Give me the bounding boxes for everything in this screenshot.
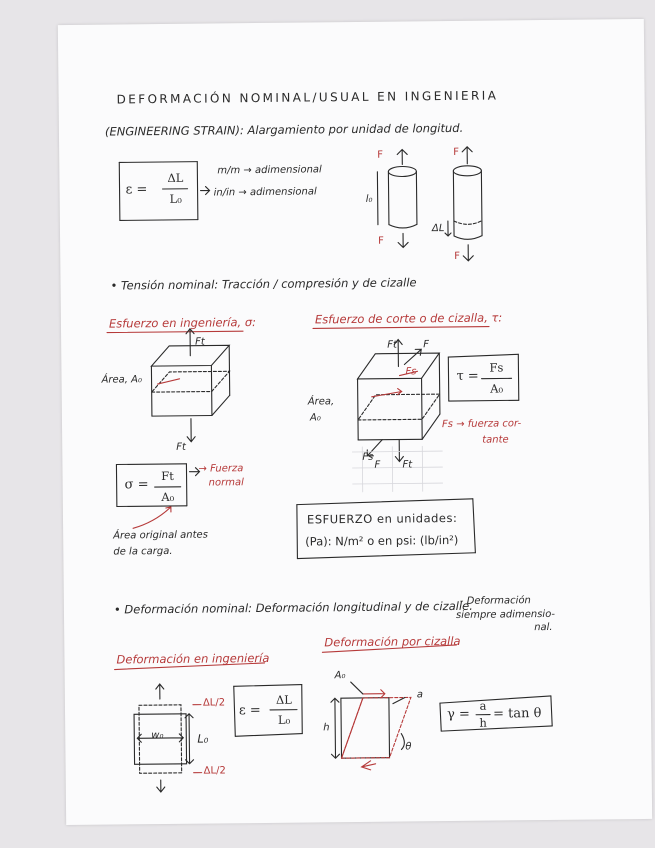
shear-area-label: Área, bbox=[307, 396, 335, 408]
dimensionless-note-3: nal. bbox=[534, 621, 553, 634]
rectangular-strain-diagram bbox=[134, 684, 202, 793]
engineering-strain-heading: Deformación en ingeniería bbox=[116, 650, 270, 667]
height-h-label: h bbox=[323, 722, 330, 734]
strain-unit-imperial: in/in → adimensional bbox=[213, 186, 317, 199]
shear-fs-bottom-label: Fs bbox=[362, 451, 374, 463]
force-label-top-2: F bbox=[453, 146, 460, 158]
nominal-stress-bullet: • Tensión nominal: Tracción / compresión y de cizalle bbox=[110, 275, 417, 293]
eps-eq-lhs: ε = bbox=[238, 703, 261, 719]
original-area-note: Área original antes bbox=[113, 529, 208, 542]
shear-f-bottom-label: F bbox=[374, 459, 381, 471]
shear-stress-heading: Esfuerzo de corte o de cizalla, τ: bbox=[314, 310, 503, 327]
original-area-note-2: de la carga. bbox=[113, 545, 173, 558]
tension-cube-diagram bbox=[151, 328, 230, 442]
force-label-top-1: F bbox=[377, 149, 384, 161]
shear-area-a0-label: A₀ bbox=[309, 412, 321, 424]
tau-numerator: Fs bbox=[489, 360, 504, 375]
stretched-cylinder-icon bbox=[444, 147, 482, 261]
sigma-denominator: A₀ bbox=[161, 489, 175, 505]
tau-eq-lhs: τ = bbox=[456, 368, 479, 384]
strain-numerator: ΔL bbox=[167, 170, 184, 185]
dimensionless-note-2: siempre adimensio- bbox=[455, 608, 555, 621]
cylinder-icon bbox=[377, 149, 417, 247]
initial-length-label: l₀ bbox=[365, 193, 373, 205]
sigma-eq-lhs: σ = bbox=[124, 477, 149, 493]
gamma-numerator: a bbox=[479, 698, 487, 713]
nominal-strain-bullet: • Deformación nominal: Deformación longitudinal y de cizalle. bbox=[113, 598, 473, 617]
shear-cube-diagram bbox=[357, 339, 440, 462]
normal-force-bottom-label: Ft bbox=[176, 441, 187, 453]
initial-length-label-2: L₀ bbox=[197, 731, 209, 746]
sigma-numerator: Ft bbox=[161, 468, 174, 484]
stress-units-box bbox=[297, 499, 476, 559]
normal-force-note: → Fuerza bbox=[198, 463, 244, 475]
strain-denominator: L₀ bbox=[169, 191, 182, 206]
initial-width-label: w₀ bbox=[151, 730, 164, 742]
force-label-bottom-1: F bbox=[378, 235, 384, 247]
shear-fs-top-label: Fs bbox=[405, 366, 417, 378]
shear-force-note: Fs → fuerza cor- bbox=[441, 418, 522, 431]
strain-unit-metric: m/m → adimensional bbox=[217, 164, 322, 177]
stress-units-values: (Pa): N/m² o en psi: (lb/in²) bbox=[305, 532, 459, 549]
area-label: Área, A₀ bbox=[101, 374, 143, 386]
elongation-label: ΔL bbox=[431, 223, 445, 235]
hand-drawn-figures bbox=[58, 19, 652, 825]
stress-units-title: ESFUERZO en unidades: bbox=[306, 510, 458, 527]
shear-ft-bottom-label: Ft bbox=[402, 459, 413, 471]
shear-a0-label: A₀ bbox=[334, 670, 346, 682]
half-elongation-top: ΔL/2 bbox=[202, 697, 226, 709]
eps-numerator: ΔL bbox=[275, 692, 292, 707]
page-title: DEFORMACIÓN NOMINAL/USUAL EN INGENIERIA bbox=[116, 88, 499, 107]
normal-force-top-label: Ft bbox=[195, 336, 205, 348]
shear-strain-diagram bbox=[331, 681, 412, 770]
shear-f-label: F bbox=[423, 339, 430, 351]
shear-ft-label: Ft bbox=[387, 339, 397, 351]
shear-strain-heading: Deformación por cizalla bbox=[324, 633, 461, 650]
page-subtitle: (ENGINEERING STRAIN): Alargamiento por unidad de longitud. bbox=[104, 120, 464, 139]
force-label-bottom-2: F bbox=[454, 250, 461, 262]
shear-force-note-2: tante bbox=[482, 434, 509, 446]
strain-eq-lhs: ε = bbox=[125, 182, 148, 198]
eps-denominator: L₀ bbox=[277, 712, 291, 727]
tau-denominator: A₀ bbox=[490, 381, 504, 396]
gamma-eq-lhs: γ = bbox=[446, 706, 470, 723]
angle-theta-label: θ bbox=[405, 741, 412, 753]
notebook-page bbox=[58, 19, 652, 825]
half-elongation-bottom: ΔL/2 bbox=[203, 765, 226, 777]
dimensionless-note: - Deformación bbox=[459, 595, 531, 607]
normal-force-note-2: normal bbox=[208, 477, 244, 489]
engineering-stress-heading: Esfuerzo en ingeniería, σ: bbox=[108, 315, 257, 331]
displacement-a-label: a bbox=[416, 689, 424, 701]
gamma-denominator: h bbox=[479, 715, 487, 730]
gamma-eq-rhs: = tan θ bbox=[492, 706, 542, 722]
